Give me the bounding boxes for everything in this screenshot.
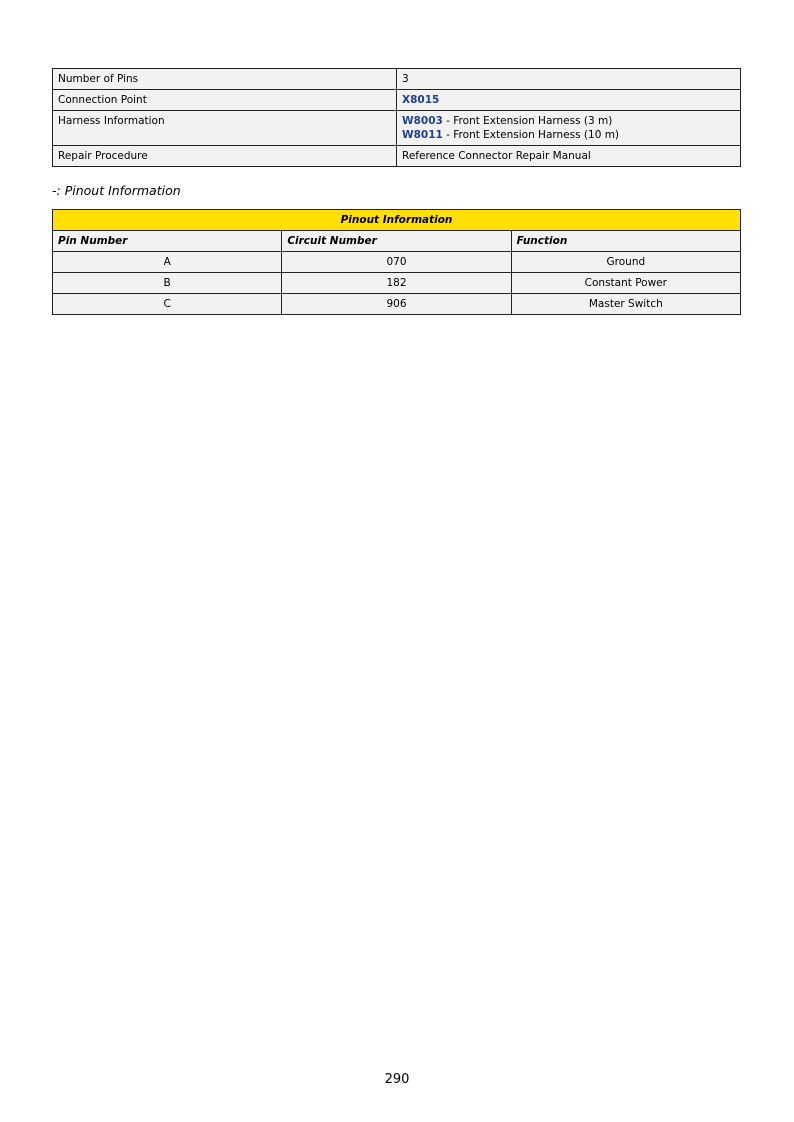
function-cell: Constant Power — [511, 273, 740, 294]
function-cell: Master Switch — [511, 294, 740, 315]
harness-link[interactable]: W8011 — [402, 129, 443, 141]
pin-number-cell: A — [53, 252, 282, 273]
circuit-number-cell: 070 — [282, 252, 511, 273]
table-header-row — [53, 231, 741, 252]
harness-link[interactable]: W8003 — [402, 115, 443, 127]
harness-description: - Front Extension Harness (10 m) — [442, 129, 620, 141]
function-cell: Ground — [511, 252, 740, 273]
column-header-pin-number: Pin Number — [53, 231, 282, 252]
harness-description: - Front Extension Harness (3 m) — [442, 115, 613, 127]
pin-number-cell: B — [53, 273, 282, 294]
number-of-pins-label: Number of Pins — [53, 69, 397, 90]
table-title-row — [53, 210, 741, 231]
table-row — [53, 146, 741, 167]
column-header-function: Function — [511, 231, 740, 252]
repair-procedure-label: Repair Procedure — [53, 146, 397, 167]
connection-point-link[interactable]: X8015 — [402, 94, 440, 106]
harness-entry — [402, 128, 735, 142]
section-caption: -: Pinout Information — [52, 183, 181, 198]
connection-point-value — [397, 90, 741, 111]
harness-information-label: Harness Information — [53, 111, 397, 146]
pinout-table — [52, 209, 741, 315]
table-row — [53, 90, 741, 111]
connection-point-label: Connection Point — [53, 90, 397, 111]
harness-information-value — [397, 111, 741, 146]
column-header-circuit-number: Circuit Number — [282, 231, 511, 252]
table-row — [53, 111, 741, 146]
repair-procedure-value: Reference Connector Repair Manual — [397, 146, 741, 167]
table-row — [53, 252, 741, 273]
pin-number-cell: C — [53, 294, 282, 315]
page-number: 290 — [384, 1072, 410, 1087]
pinout-title: Pinout Information — [53, 210, 741, 231]
table-row — [53, 294, 741, 315]
table-row — [53, 69, 741, 90]
connector-info-table — [52, 68, 741, 167]
number-of-pins-value: 3 — [397, 69, 741, 90]
harness-entry — [402, 114, 735, 128]
circuit-number-cell: 906 — [282, 294, 511, 315]
circuit-number-cell: 182 — [282, 273, 511, 294]
table-row — [53, 273, 741, 294]
